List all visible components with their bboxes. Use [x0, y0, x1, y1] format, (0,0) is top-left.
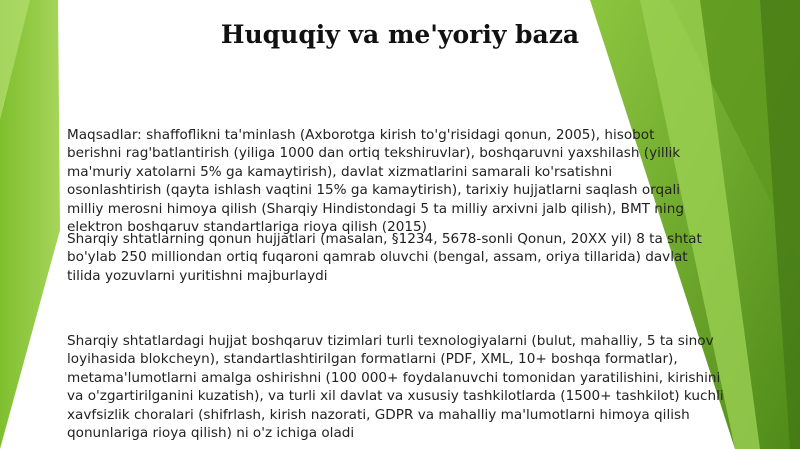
slide-title: Huquqiy va me'yoriy baza [220, 20, 580, 49]
paragraph-goals: Maqsadlar: shaffoflikni ta'minlash (Axborotga kirish to'g'risidagi qonun, 2005), hisobot berishni rag'batlantirish (yiliga 1000 dan ortiq tekshiruvlar), boshqaruvni yaxshilash (yillik ma'muriy xatolarni 5% ga kamaytirish), davlat xizmatlarini samarali ko'rsatishni osonlashtirish (qayta ishlash vaqtini 15% ga kamaytirish), tarixiy hujjatlarni saqlash orqali milliy merosni himoya qilish (Sharqiy Hindistondagi 5 ta milliy arxivni jalb qilish), BMT ning elektron boshqaruv standartlariga rioya qilish (2015) [67, 127, 684, 236]
paragraph-legislation: Sharqiy shtatlarning qonun hujjatlari (masalan, §1234, 5678-sonli Qonun, 20XX yil) 8 ta shtat bo'ylab 250 milliondan ortiq fuqaroni qamrab oluvchi (bengal, assam, oriya tillarida) davlat tilida yozuvlarni yuritishni majburlaydi [67, 231, 702, 284]
paragraph-systems: Sharqiy shtatlardagi hujjat boshqaruv tizimlari turli texnologiyalarni (bulut, mahalliy, 5 ta sinov loyihasida blokcheyn), standartlashtirilgan formatlarni (PDF, XML, 10+ boshqa formatlar), metama'lumotlarni amalga oshirishni (100 000+ foydalanuvchi tomonidan yaratilishini, kirishini va o'zgartirilganini kuzatish), va turli xil davlat va xususiy tashkilotlarda (1500+ tashkilot) kuchli xavfsizlik choralari (shifrlash, kirish nazorati, GDPR va mahalliy ma'lumotlarni himoya qilish qonunlariga rioya qilish) ni o'z ichiga oladi [67, 333, 724, 442]
